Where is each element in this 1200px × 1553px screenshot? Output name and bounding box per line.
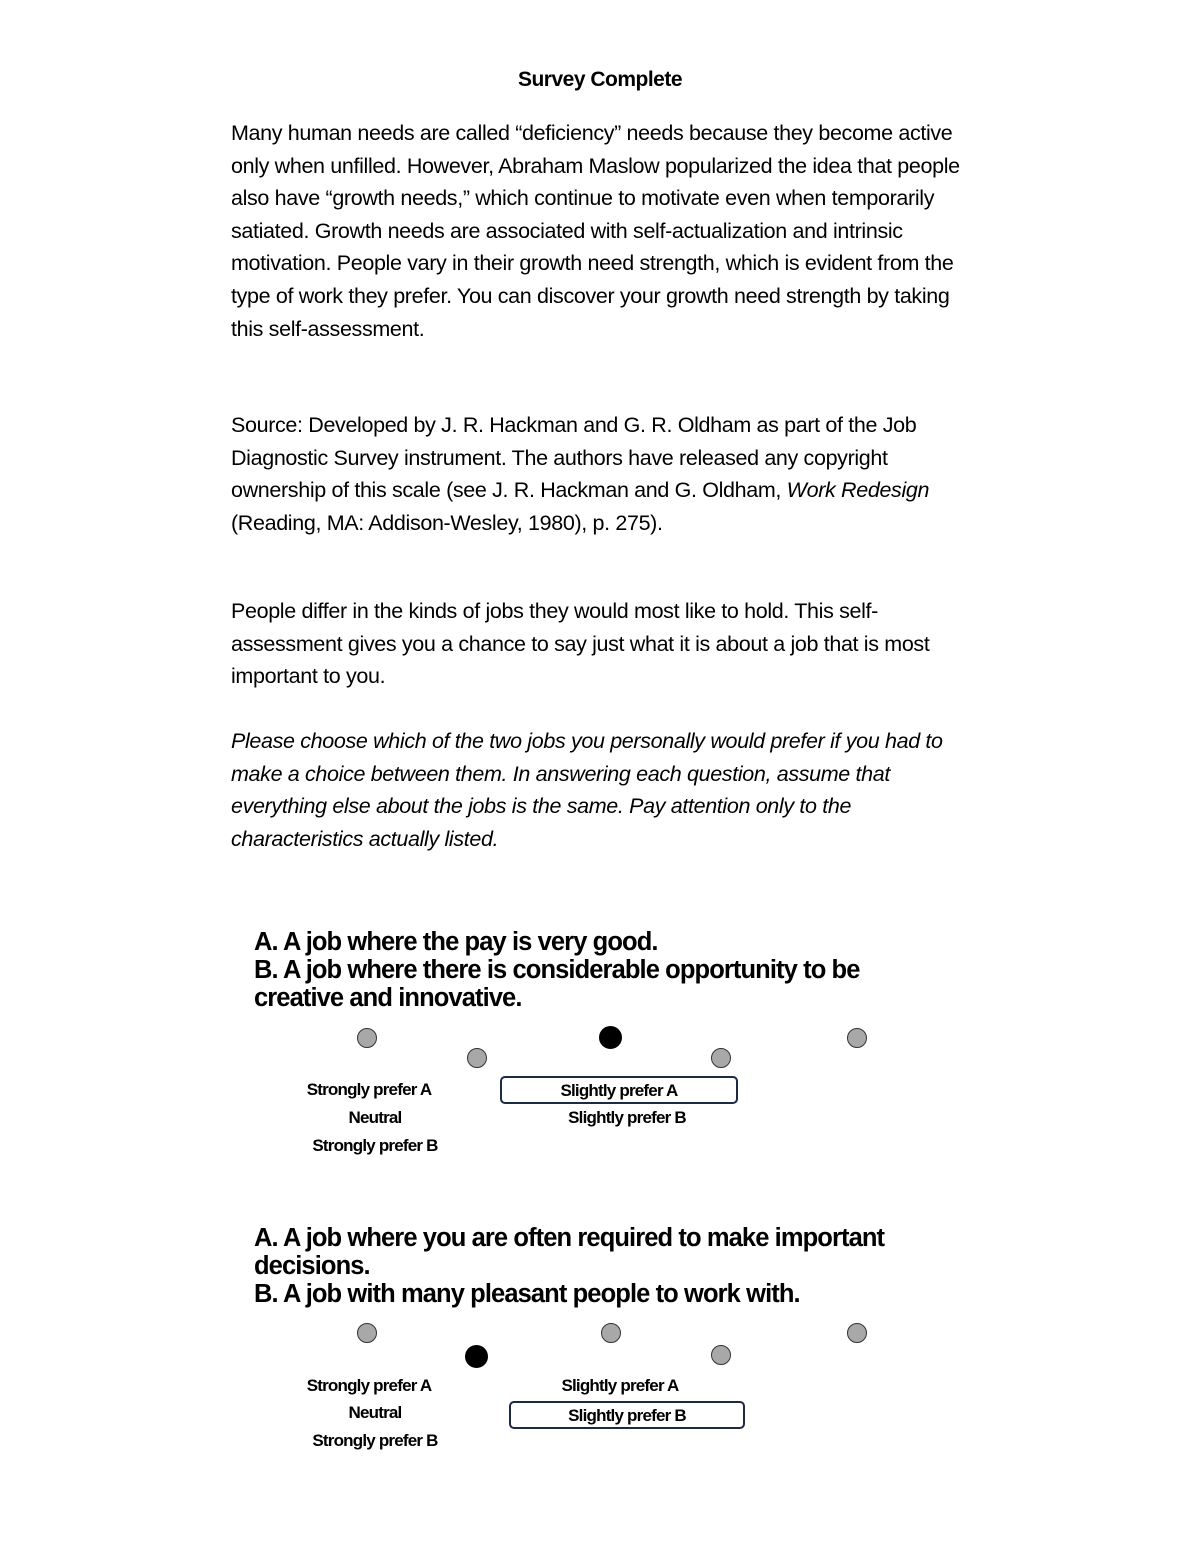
radio-neutral-selected[interactable] xyxy=(465,1345,488,1368)
radio-slightly-prefer-a[interactable] xyxy=(601,1323,621,1343)
question-1 xyxy=(0,928,1200,1188)
label-slightly-prefer-a[interactable]: Slightly prefer A xyxy=(561,1376,679,1395)
radio-slightly-prefer-b[interactable] xyxy=(711,1345,731,1365)
label-strongly-prefer-b[interactable]: Strongly prefer B xyxy=(312,1136,438,1155)
radio-neutral[interactable] xyxy=(467,1048,487,1068)
source-book-title: Work Redesign xyxy=(786,478,930,503)
question-2-option-b: B. A job with many pleasant people to work with. xyxy=(254,1280,800,1308)
label-strongly-prefer-b[interactable]: Strongly prefer B xyxy=(312,1431,438,1450)
label-slightly-prefer-a-selected[interactable]: Slightly prefer A xyxy=(500,1076,738,1104)
description-paragraph: People differ in the kinds of jobs they would most like to hold. This self-assessment gives you a chance to say just what it is about a job that is most important to you. xyxy=(231,599,930,689)
label-slightly-prefer-b-selected[interactable]: Slightly prefer B xyxy=(509,1401,745,1429)
radio-strongly-prefer-a[interactable] xyxy=(357,1028,377,1048)
label-neutral[interactable]: Neutral xyxy=(348,1108,402,1127)
label-strongly-prefer-a[interactable]: Strongly prefer A xyxy=(306,1376,432,1395)
source-suffix: (Reading, MA: Addison-Wesley, 1980), p. 275). xyxy=(231,510,663,535)
instructions-paragraph: Please choose which of the two jobs you personally would prefer if you had to make a choice between them. In answering each question, assume that everything else about the jobs is the same. Pay attention only to the characteristics actually listed. xyxy=(231,729,943,851)
question-2-option-a: A. A job where you are often required to make important decisions. xyxy=(254,1224,885,1280)
page-title: Survey Complete xyxy=(517,68,683,91)
question-1-text xyxy=(254,928,954,1012)
label-strongly-prefer-a[interactable]: Strongly prefer A xyxy=(306,1080,432,1099)
label-slightly-prefer-b[interactable]: Slightly prefer B xyxy=(568,1108,686,1127)
question-1-option-a: A. A job where the pay is very good. xyxy=(254,928,658,956)
source-prefix: Source: Developed by J. R. Hackman and G. R. Oldham as part of the Job Diagnostic Survey instrument. The authors have released any copyright ownership of this scale (see J. R. Hackman and G. Oldham, xyxy=(231,413,917,503)
question-2-text xyxy=(254,1224,954,1308)
intro-paragraph: Many human needs are called “deficiency” needs because they become active only when unfilled. However, Abraham Maslow popularized the idea that people also have “growth needs,” which continue to motivate even when temporarily satiated. Growth needs are associated with self-actualization and intrinsic motivation. People vary in their growth need strength, which is evident from the type of work they prefer. You can discover your growth need strength by taking this self-assessment. xyxy=(231,121,960,341)
radio-strongly-prefer-a[interactable] xyxy=(357,1323,377,1343)
radio-slightly-prefer-a-selected[interactable] xyxy=(599,1026,622,1049)
label-neutral[interactable]: Neutral xyxy=(348,1403,402,1422)
radio-slightly-prefer-b[interactable] xyxy=(711,1048,731,1068)
radio-strongly-prefer-b[interactable] xyxy=(847,1028,867,1048)
question-1-option-b: B. A job where there is considerable opportunity to be creative and innovative. xyxy=(254,956,860,1012)
source-paragraph xyxy=(231,409,983,539)
radio-strongly-prefer-b[interactable] xyxy=(847,1323,867,1343)
question-2 xyxy=(0,1224,1200,1484)
